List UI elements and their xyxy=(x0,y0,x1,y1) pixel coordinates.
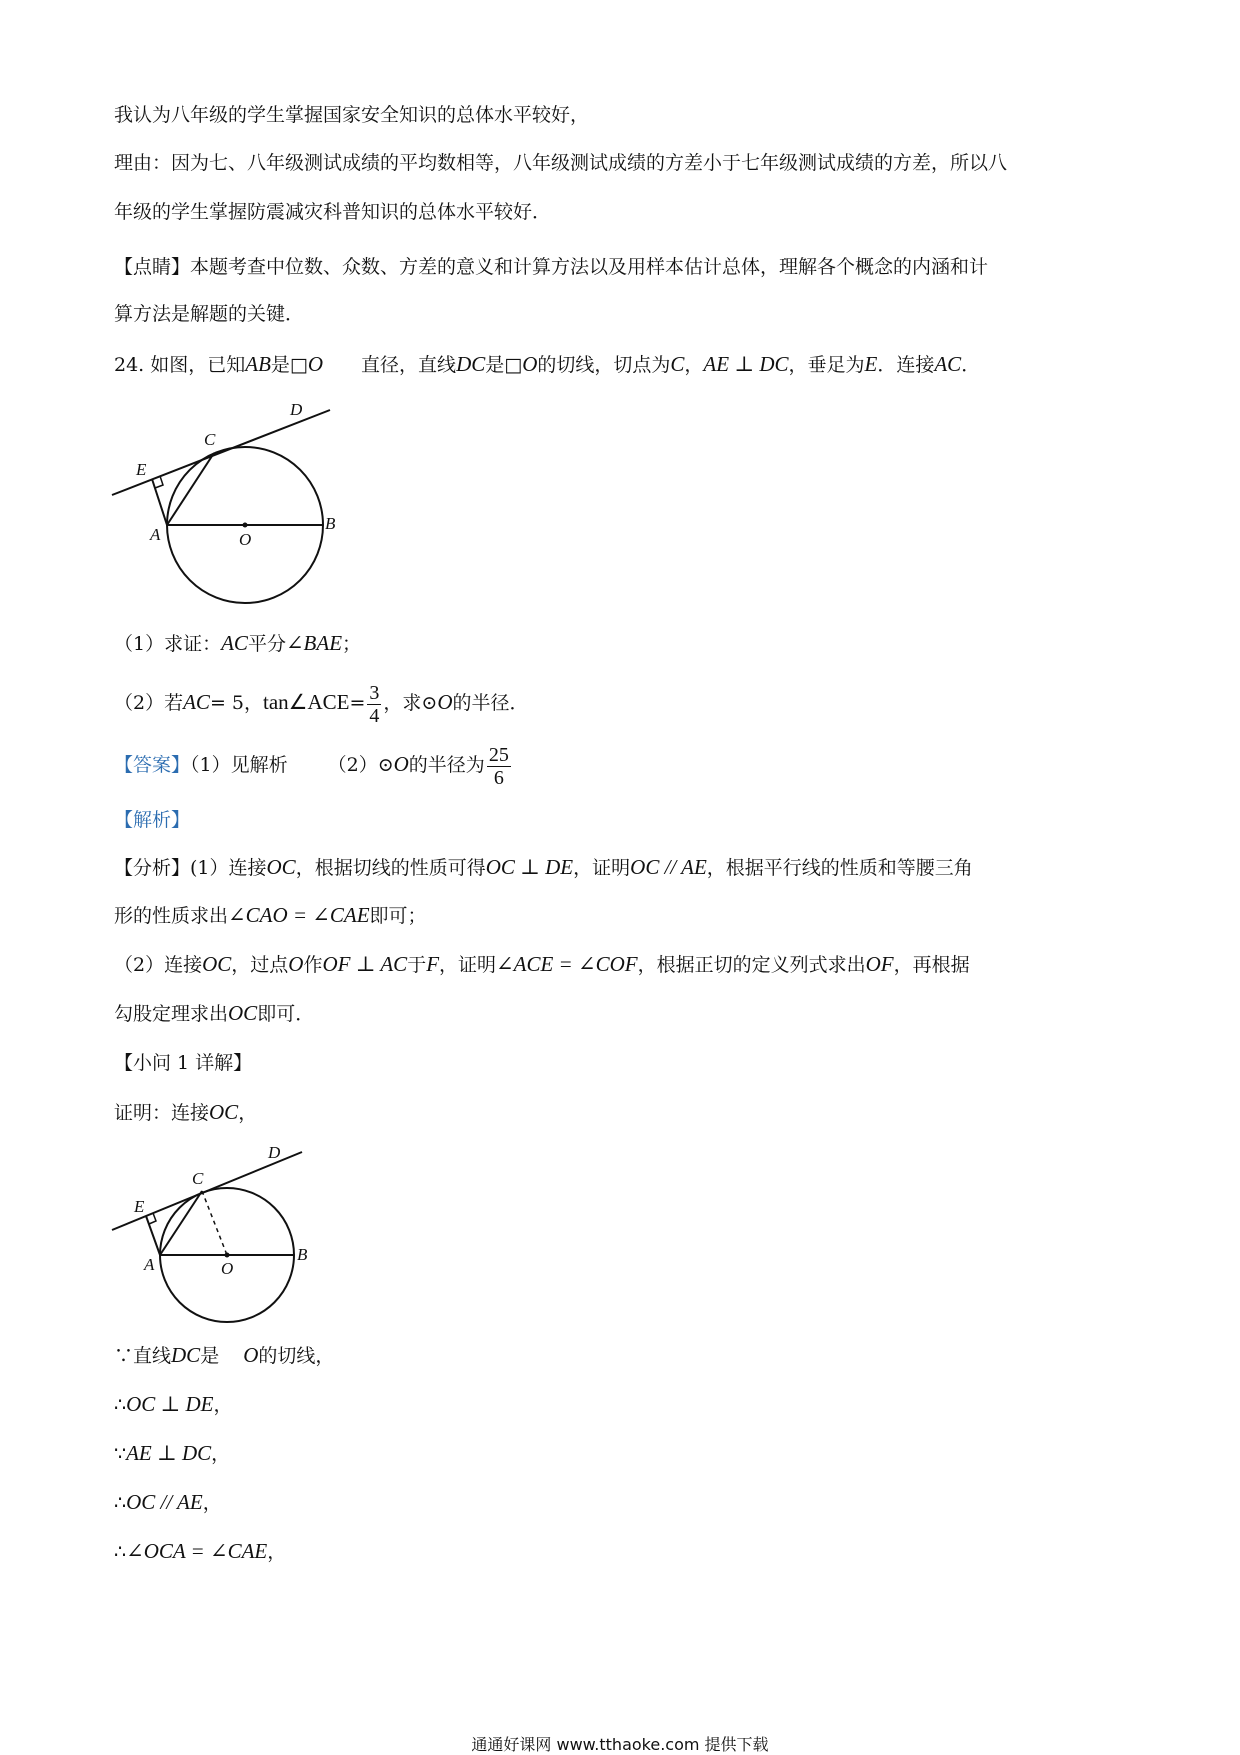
s4b: OC // AE xyxy=(126,1490,203,1514)
segment-oc-dashed xyxy=(202,1191,227,1255)
s5a: ∴ xyxy=(114,1541,127,1563)
part2-f: ，求⊙ xyxy=(383,692,438,714)
s1b: DC xyxy=(171,1343,201,1367)
an-l1a: 【分析】(1）连接 xyxy=(114,857,267,879)
step-2 xyxy=(114,1390,233,1419)
label2-c: C xyxy=(192,1169,204,1188)
q24-m: ，垂足为 xyxy=(788,354,865,376)
q24-i: 的切线，切点为 xyxy=(537,354,671,376)
s4a: ∴ xyxy=(114,1492,127,1514)
analysis-line-1 xyxy=(114,853,973,882)
footer: 通通好课网 www.tthaoke.com 提供下载 xyxy=(471,1735,769,1754)
an-l3e: 作 xyxy=(303,954,323,976)
an-l3m: ，再根据 xyxy=(893,954,970,976)
label-a: A xyxy=(150,525,161,544)
an-l3c: ，过点 xyxy=(231,954,289,976)
s3a: ∵ xyxy=(114,1443,127,1465)
an-l3f: OF ⊥ AC xyxy=(322,952,408,976)
label2-e: E xyxy=(134,1197,145,1216)
center-dot-2 xyxy=(225,1253,230,1258)
an-l3d: O xyxy=(288,952,304,976)
s3c: ， xyxy=(211,1443,231,1465)
s3b: AE ⊥ DC xyxy=(126,1441,212,1465)
s1e: 的切线， xyxy=(258,1345,335,1367)
q24-l: AE ⊥ DC xyxy=(703,352,789,376)
s1c: 是 xyxy=(200,1345,220,1367)
q24-n: E xyxy=(864,352,878,376)
an-l1f: OC // AE xyxy=(630,855,707,879)
q24-p: AC xyxy=(934,352,962,376)
q24-a: 24. 如图，已知 xyxy=(114,354,246,376)
part1-b: AC xyxy=(221,631,248,655)
s2b: OC ⊥ DE xyxy=(126,1392,214,1416)
label-o: O xyxy=(239,530,252,549)
part1-a: （1）求证： xyxy=(114,633,222,655)
q24-k: ， xyxy=(684,354,704,376)
an-l3j: ∠ACE = ∠COF xyxy=(496,952,638,976)
analysis-line-2 xyxy=(114,901,427,930)
frac-num: 3 xyxy=(369,681,380,704)
q24-o: ．连接 xyxy=(877,354,935,376)
part-1 xyxy=(114,629,361,658)
q24-b: AB xyxy=(245,352,271,376)
tangent-dc xyxy=(112,410,330,495)
answer-o: O xyxy=(393,752,409,776)
an-l2b: ∠CAO = ∠CAE xyxy=(228,903,370,927)
label-e: E xyxy=(136,460,147,479)
q24-c: 是□ xyxy=(270,354,308,376)
label2-a: A xyxy=(144,1255,155,1274)
dt-l1c: ， xyxy=(238,1102,258,1124)
an-l3l: OF xyxy=(865,952,894,976)
answer-p2: （2）⊙ xyxy=(327,754,394,776)
s4c: ， xyxy=(202,1492,222,1514)
s5b: ∠OCA = ∠CAE xyxy=(126,1539,268,1563)
s1d: O xyxy=(243,1343,259,1367)
part2-a: （2）若 xyxy=(114,692,184,714)
detail-line-1 xyxy=(114,1098,257,1127)
fraction-25-6 xyxy=(487,744,511,789)
part2-e: = xyxy=(349,692,366,714)
an-l1d: OC ⊥ DE xyxy=(485,855,574,879)
label2-o: O xyxy=(221,1259,234,1278)
answer-tag: 【答案】 xyxy=(114,754,191,776)
s1a: ∵直线 xyxy=(114,1345,172,1367)
figure-1 xyxy=(100,395,340,620)
analysis-line-4 xyxy=(114,999,314,1028)
tangent-dc-2 xyxy=(112,1152,302,1230)
an-l1g: ，根据平行线的性质和等腰三角 xyxy=(706,857,973,879)
part1-e: ； xyxy=(342,633,362,655)
label-b: B xyxy=(325,514,336,533)
an-l1b: OC xyxy=(266,855,296,879)
answer-p3: 的半径为 xyxy=(408,754,485,776)
an-l2c: 即可； xyxy=(369,905,427,927)
an-l3k: ，根据正切的定义列式求出 xyxy=(637,954,866,976)
an-l3b: OC xyxy=(202,952,232,976)
an-l4a: 勾股定理求出 xyxy=(114,1003,229,1025)
label-d: D xyxy=(290,400,303,419)
step-4 xyxy=(114,1488,222,1517)
comment-line-2: 算方法是解题的关键． xyxy=(114,303,305,325)
an-l3i: ，证明 xyxy=(439,954,497,976)
comment-line-1: 【点睛】本题考查中位数、众数、方差的意义和计算方法以及用样本估计总体，理解各个概念的内涵和计 xyxy=(114,256,989,278)
an-l1e: ，证明 xyxy=(573,857,631,879)
part-2 xyxy=(114,676,529,729)
label2-d: D xyxy=(268,1143,281,1162)
an-l2a: 形的性质求出 xyxy=(114,905,229,927)
an-l4b: OC xyxy=(228,1001,258,1025)
figure-2 xyxy=(100,1140,320,1330)
an-l3g: 于 xyxy=(407,954,427,976)
dt-l1a: 证明：连接 xyxy=(114,1102,210,1124)
q24-g: 是□ xyxy=(485,354,523,376)
frac-den: 4 xyxy=(369,704,380,727)
part1-d: ∠BAE xyxy=(285,631,343,655)
an-l3a: （2）连接 xyxy=(114,954,203,976)
dt-l1b: OC xyxy=(209,1100,239,1124)
s2a: ∴ xyxy=(114,1394,127,1416)
step-5 xyxy=(114,1537,286,1566)
part2-b: AC xyxy=(183,690,210,714)
s2c: ， xyxy=(213,1394,233,1416)
q24-f: DC xyxy=(456,352,486,376)
q24-h: O xyxy=(522,352,538,376)
part1-c: 平分 xyxy=(247,633,286,655)
question-24 xyxy=(114,350,980,379)
opinion-line: 我认为八年级的学生掌握国家安全知识的总体水平较好， xyxy=(114,104,590,126)
q24-j: C xyxy=(670,352,685,376)
an-l4c: 即可． xyxy=(257,1003,315,1025)
part2-c: = 5， xyxy=(209,692,263,714)
analysis-tag: 【解析】 xyxy=(114,809,191,831)
part2-h: 的半径． xyxy=(452,692,529,714)
an-l1c: ，根据切线的性质可得 xyxy=(295,857,486,879)
fraction-3-4 xyxy=(367,682,381,727)
label-c: C xyxy=(204,430,216,449)
s5c: ， xyxy=(267,1541,287,1563)
q24-d: O xyxy=(307,352,324,376)
answer-p1: （1）见解析 xyxy=(190,754,288,776)
q24-e: 直径，直线 xyxy=(361,354,457,376)
ans-num: 25 xyxy=(488,743,509,766)
center-dot xyxy=(243,523,248,528)
reason-line-2: 年级的学生掌握防震减灾科普知识的总体水平较好． xyxy=(114,201,552,223)
reason-line-1: 理由：因为七、八年级测试成绩的平均数相等，八年级测试成绩的方差小于七年级测试成绩的方差，所以八 xyxy=(114,152,1008,174)
step-3 xyxy=(114,1439,230,1468)
q24-q: ． xyxy=(961,354,981,376)
label2-b: B xyxy=(297,1245,308,1264)
ans-den: 6 xyxy=(493,766,504,789)
detail-tag: 【小问 1 详解】 xyxy=(114,1052,253,1074)
analysis-line-3 xyxy=(114,950,970,979)
an-l3h: F xyxy=(426,952,440,976)
part2-d: tan∠ACE xyxy=(263,690,350,714)
step-1 xyxy=(114,1341,334,1370)
answer-line xyxy=(114,738,513,791)
part2-g: O xyxy=(437,690,453,714)
